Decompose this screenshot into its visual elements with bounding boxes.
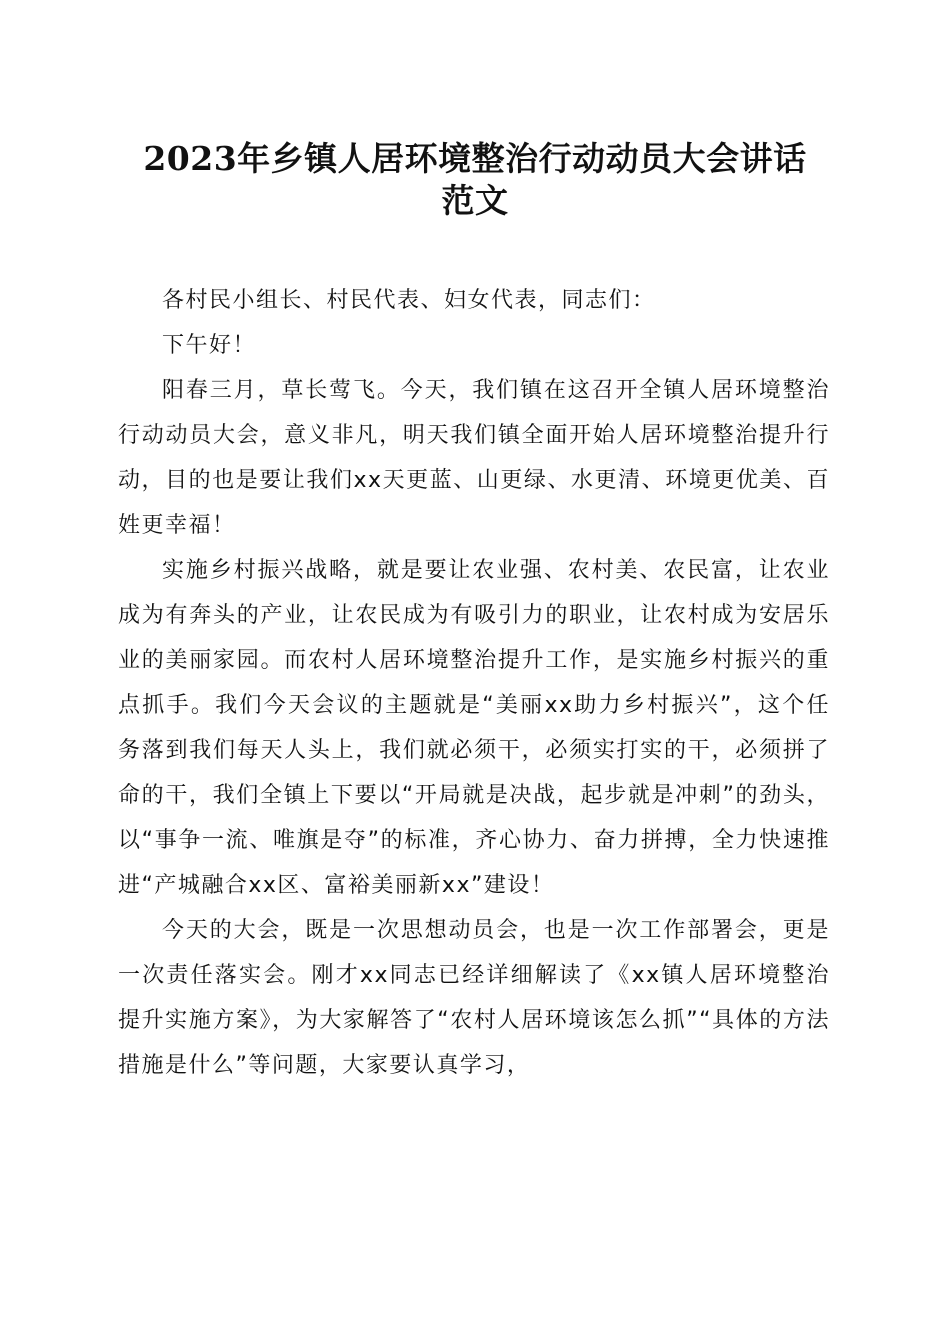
body-paragraph: 阳春三月，草长莺飞。今天，我们镇在这召开全镇人居环境整治行动动员大会，意义非凡，明天我们镇全面开始人居环境整治提升行动，目的也是要让我们xx天更蓝、山更绿、水更清、环境更优美、百姓更幸福！ [118,378,830,538]
title-line-2: 范文 [441,181,509,220]
document-title [100,138,850,222]
document-body [118,278,830,1088]
title-line-1: 2023年乡镇人居环境整治行动动员大会讲话 [143,139,807,178]
body-paragraph: 实施乡村振兴战略，就是要让农业强、农村美、农民富，让农业成为有奔头的产业，让农民成为有吸引力的职业，让农村成为安居乐业的美丽家园。而农村人居环境整治提升工作，是实施乡村振兴的重点抓手。我们今天会议的主题就是“美丽xx助力乡村振兴”，这个任务落到我们每天人头上，我们就必须干，必须实打实的干，必须拼了命的干，我们全镇上下要以“开局就是决战，起步就是冲刺”的劲头，以“事争一流、唯旗是夺”的标准，齐心协力、奋力拼搏，全力快速推进“产城融合xx区、富裕美丽新xx”建设！ [118,558,830,898]
greeting-paragraph: 下午好！ [162,333,257,358]
body-paragraph: 今天的大会，既是一次思想动员会，也是一次工作部署会，更是一次责任落实会。刚才xx同志已经详细解读了《xx镇人居环境整治提升实施方案》，为大家解答了“农村人居环境该怎么抓”“具体的方法措施是什么”等问题，大家要认真学习， [118,918,830,1078]
salutation-paragraph: 各村民小组长、村民代表、妇女代表，同志们： [162,288,656,313]
